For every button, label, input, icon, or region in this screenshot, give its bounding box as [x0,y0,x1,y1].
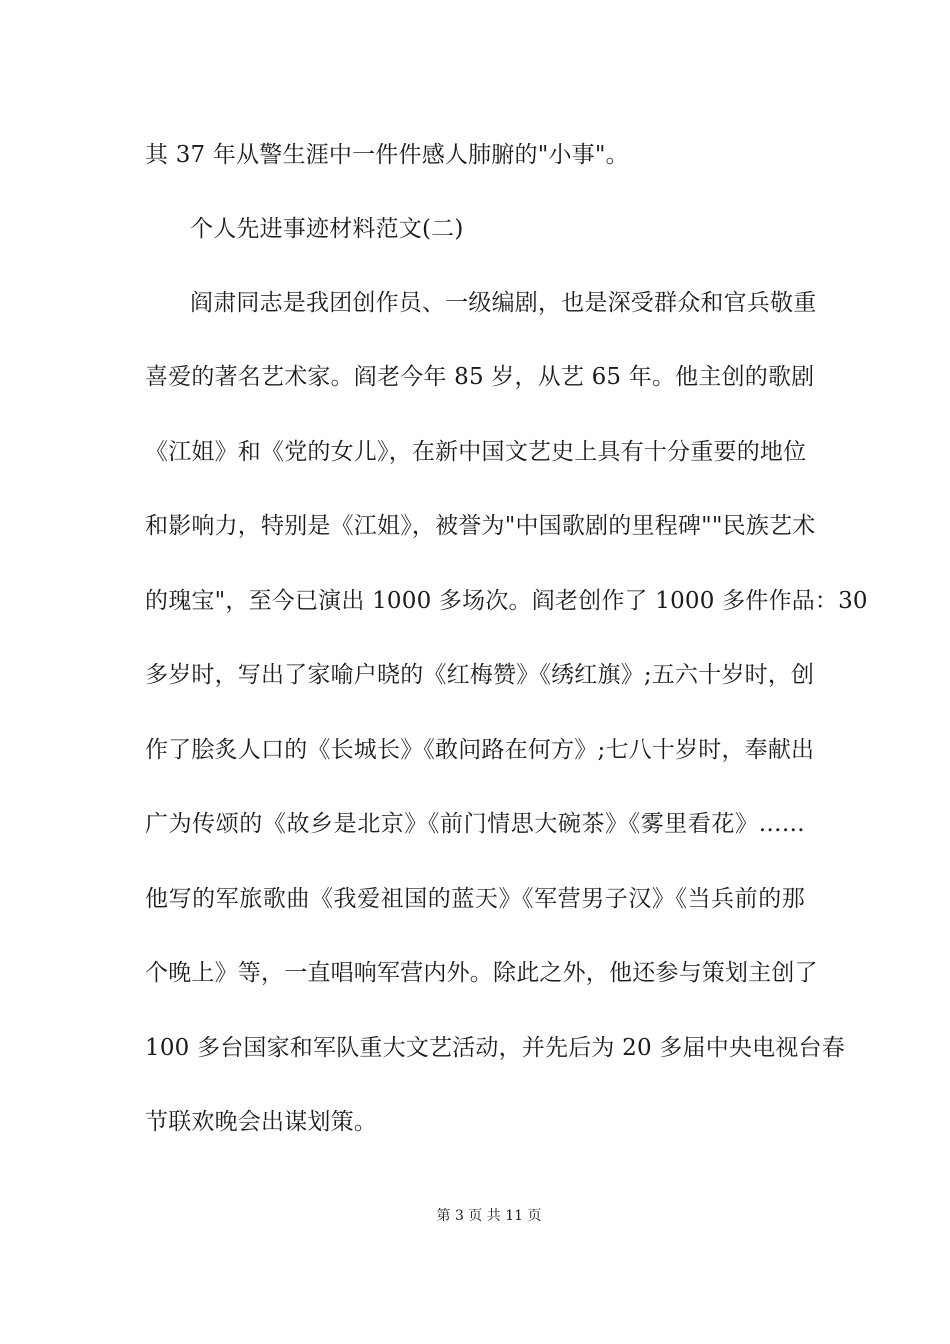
page-number-footer: 第 3 页 共 11 页 [436,1208,542,1224]
paragraph-line: 他写的军旅歌曲《我爱祖国的蓝天》《军营男子汉》《当兵前的那 [145,886,805,912]
section-heading: 个人先进事迹材料范文(二) [190,216,464,242]
paragraph-line: 和影响力，特别是《江姐》，被誉为"中国歌剧的里程碑""民族艺术 [145,513,816,539]
paragraph-line: 其 37 年从警生涯中一件件感人肺腑的"小事"。 [145,142,629,168]
paragraph-line: 的瑰宝"，至今已演出 1000 多场次。阎老创作了 1000 多件作品：30 [145,588,868,614]
paragraph-line: 100 多台国家和军队重大文艺活动，并先后为 20 多届中央电视台春 [145,1035,845,1061]
paragraph-line: 喜爱的著名艺术家。阎老今年 85 岁，从艺 65 年。他主创的歌剧 [145,364,815,390]
paragraph-line: 广为传颂的《故乡是北京》《前门情思大碗茶》《雾里看花》…… [145,811,805,837]
paragraph-line: 节联欢晚会出谋划策。 [145,1109,377,1135]
paragraph-line: 阎肃同志是我团创作员、一级编剧，也是深受群众和官兵敬重 [190,290,817,316]
paragraph-line: 个晚上》等，一直唱响军营内外。除此之外，他还参与策划主创了 [145,960,818,986]
paragraph-line: 《江姐》和《党的女儿》，在新中国文艺史上具有十分重要的地位 [145,439,807,465]
paragraph-line: 作了脍炙人口的《长城长》《敢问路在何方》;七八十岁时，奉献出 [145,737,815,763]
paragraph-line: 多岁时，写出了家喻户晓的《红梅赞》《绣红旗》;五六十岁时，创 [145,662,815,688]
